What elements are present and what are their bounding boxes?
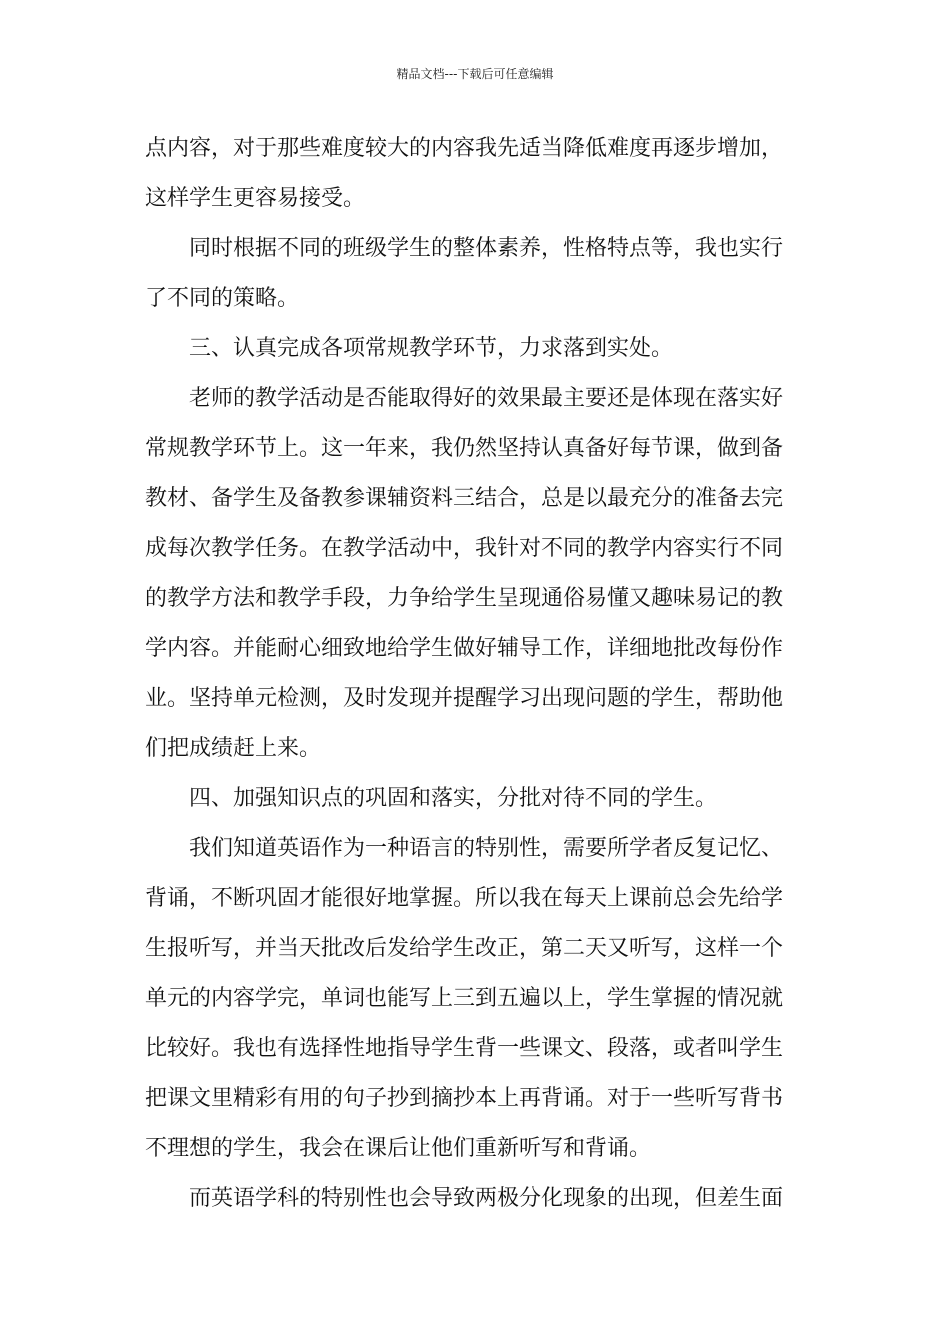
text-line: 们把成绩赶上来。 (145, 736, 322, 761)
text-line: 比较好。我也有选择性地指导学生背一些课文、段落，或者叫学生 (145, 1036, 784, 1061)
text-line: 不理想的学生，我会在课后让他们重新听写和背诵。 (145, 1136, 652, 1161)
text-line: 了不同的策略。 (145, 286, 300, 311)
page-header: 精品文档---下载后可任意编辑 (396, 67, 554, 81)
text-line: 把课文里精彩有用的句子抄到摘抄本上再背诵。对于一些听写背书 (145, 1086, 784, 1111)
text-line: 背诵，不断巩固才能很好地掌握。所以我在每天上课前总会先给学 (145, 886, 784, 911)
section-heading: 三、认真完成各项常规教学环节，力求落到实处。 (189, 336, 674, 361)
text-line: 生报听写，并当天批改后发给学生改正，第二天又听写，这样一个 (145, 936, 784, 961)
section-heading: 四、加强知识点的巩固和落实，分批对待不同的学生。 (189, 786, 718, 811)
text-line: 业。坚持单元检测，及时发现并提醒学习出现问题的学生，帮助他 (145, 686, 784, 711)
text-line: 我们知道英语作为一种语言的特别性，需要所学者反复记忆、 (189, 836, 784, 861)
text-line: 的教学方法和教学手段，力争给学生呈现通俗易懂又趣味易记的教 (145, 586, 784, 611)
text-line: 单元的内容学完，单词也能写上三到五遍以上，学生掌握的情况就 (145, 986, 784, 1011)
text-line: 点内容，对于那些难度较大的内容我先适当降低难度再逐步增加， (145, 136, 784, 161)
text-line: 教材、备学生及备教参课辅资料三结合，总是以最充分的准备去完 (145, 486, 784, 511)
text-line: 而英语学科的特别性也会导致两极分化现象的出现，但差生面 (189, 1186, 784, 1211)
text-line: 学内容。并能耐心细致地给学生做好辅导工作，详细地批改每份作 (145, 636, 784, 661)
text-line: 同时根据不同的班级学生的整体素养，性格特点等，我也实行 (189, 236, 784, 261)
text-line: 老师的教学活动是否能取得好的效果最主要还是体现在落实好 (189, 386, 784, 411)
text-line: 成每次教学任务。在教学活动中，我针对不同的教学内容实行不同 (145, 536, 784, 561)
document-body (145, 124, 807, 1224)
text-line: 常规教学环节上。这一年来，我仍然坚持认真备好每节课，做到备 (145, 436, 784, 461)
text-line: 这样学生更容易接受。 (145, 186, 366, 211)
